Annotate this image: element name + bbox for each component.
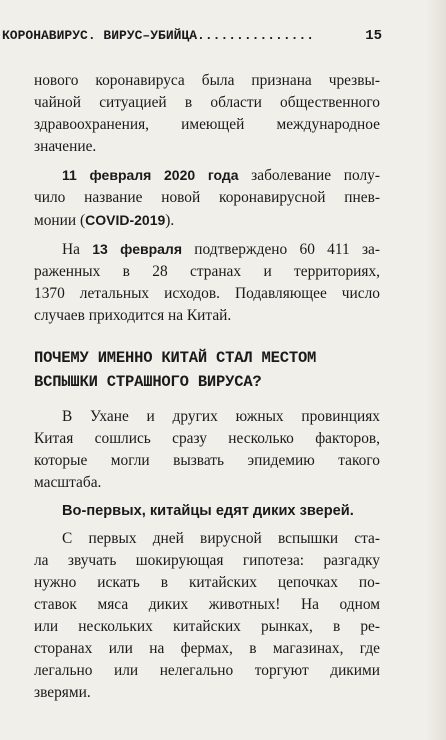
- covid-emphasis: COVID-2019: [85, 212, 166, 228]
- text-fragment: ).: [165, 212, 175, 229]
- text-line: сторанах или на фермах, в магазинах, где: [34, 640, 380, 657]
- paragraph-1: [34, 70, 380, 158]
- body-text-top: [34, 70, 380, 327]
- running-head-title: КОРОНАВИРУС. ВИРУС–УБИЙЦА: [2, 28, 198, 43]
- paragraph-5: [34, 500, 380, 522]
- paragraph-3: [34, 238, 380, 327]
- text-line: легально или нелегально торгуют дикими: [34, 662, 380, 679]
- section-heading: [34, 346, 384, 394]
- text-line: или нескольких китайских рынках, в ре-: [34, 618, 380, 635]
- bold-statement: Во-первых, китайцы едят диких зверей.: [62, 503, 354, 519]
- text-line: [34, 238, 380, 261]
- text-line: чайной ситуацией в области общественного: [34, 94, 380, 111]
- text-line: масштаба.: [34, 474, 102, 491]
- text-line: которые могли вызвать эпидемию такого: [34, 452, 380, 469]
- text-line: раженных в 28 странах и территориях,: [34, 263, 380, 280]
- text-line: Китая сошлись сразу несколько факторов,: [34, 430, 380, 447]
- text-line: случаев приходится на Китай.: [34, 307, 232, 324]
- running-head-leader: ...............: [197, 28, 315, 43]
- paragraph-6: [34, 528, 380, 704]
- text-line: значение.: [34, 138, 97, 155]
- text-line: зверями.: [34, 684, 91, 701]
- text-fragment: заболевание полу-: [238, 167, 380, 184]
- date-emphasis: 13 февраля: [92, 241, 182, 257]
- date-emphasis: 11 февраля 2020 года: [62, 167, 239, 183]
- page-number: 15: [365, 28, 382, 44]
- text-line: [34, 164, 380, 187]
- paragraph-2: [34, 164, 380, 232]
- text-line: ла звучать шокирующая гипотеза: разгадку: [34, 552, 380, 569]
- text-fragment: На: [62, 241, 93, 258]
- heading-line: ПОЧЕМУ ИМЕННО КИТАЙ СТАЛ МЕСТОМ: [34, 349, 317, 367]
- text-line: [34, 209, 380, 232]
- text-line: С первых дней вирусной вспышки ста-: [62, 530, 380, 547]
- page-edge-shadow: [426, 0, 446, 740]
- running-head: [2, 28, 382, 44]
- text-line: нужно искать в китайских цепочках по-: [34, 574, 380, 591]
- body-text-bottom: [34, 406, 380, 704]
- text-fragment: подтверждено 60 411 за-: [181, 241, 380, 258]
- text-line: нового коронавируса была признана чрезвы-: [34, 72, 380, 89]
- text-line: В Ухане и других южных провинциях: [62, 408, 380, 425]
- text-fragment: монии (: [34, 212, 86, 229]
- paragraph-4: [34, 406, 380, 494]
- text-line: здравоохранения, имеющей международное: [34, 116, 380, 133]
- text-line: ставок мяса диких животных! На одном: [34, 596, 380, 613]
- text-line: чило название новой коронавирусной пнев-: [34, 189, 380, 206]
- text-line: 1370 летальных исходов. Подавляющее число: [34, 285, 380, 302]
- heading-line: ВСПЫШКИ СТРАШНОГО ВИРУСА?: [34, 373, 262, 391]
